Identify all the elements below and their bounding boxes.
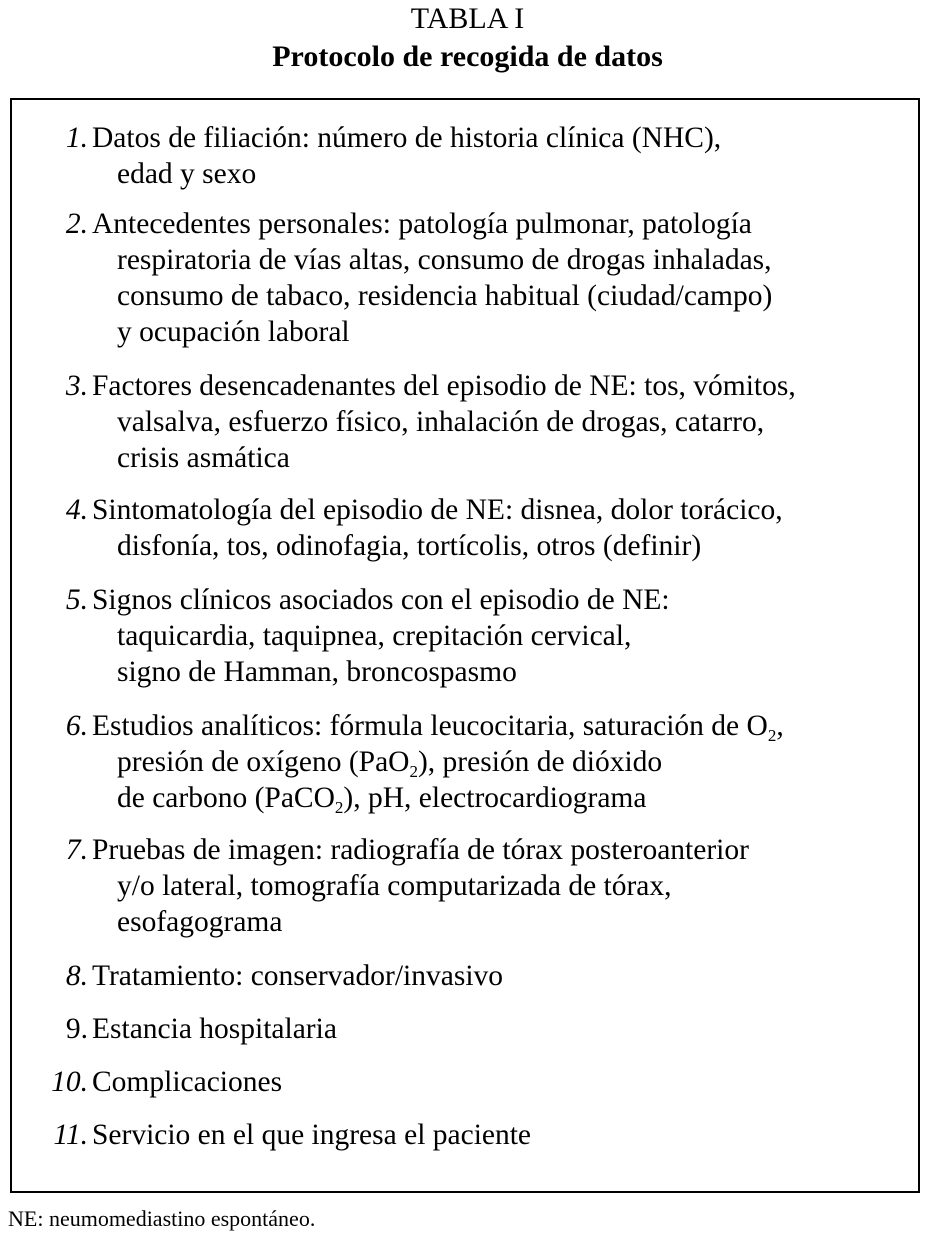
item-number: 11. [53,1119,88,1151]
item-number: 1. [65,122,88,154]
item-text: Sintomatología del episodio de NE: disnea, dolor torácico, [92,494,783,526]
list-item [12,1064,920,1100]
item-text: Pruebas de imagen: radiografía de tórax posteroanterior [92,834,749,866]
list-item [12,492,920,564]
list-item [12,120,920,192]
list-item [12,958,920,994]
item-text: Antecedentes personales: patología pulmonar, patología [92,208,752,240]
item-text: signo de Hamman, broncospasmo [117,656,517,688]
subscript: 2 [767,726,777,745]
item-text: edad y sexo [117,158,257,190]
protocol-box [10,98,920,1193]
item-text: Servicio en el que ingresa el paciente [92,1119,532,1151]
item-text: presión de oxígeno (PaO [117,746,410,778]
item-text: consumo de tabaco, residencia habitual (ciudad/campo) [117,280,773,312]
item-number: 2. [65,208,88,240]
item-text: taquicardia, taquipnea, crepitación cervical, [117,620,632,652]
item-text: y/o lateral, tomografía computarizada de tórax, [117,870,672,902]
item-text: Complicaciones [92,1066,283,1098]
item-text: Estancia hospitalaria [92,1013,337,1045]
subscript: 2 [334,798,344,817]
list-item [12,1011,920,1047]
item-number: 3. [65,370,88,402]
item-text: crisis asmática [117,442,290,474]
list-item [12,832,920,940]
list-item [12,368,920,476]
item-number: 5. [65,584,88,616]
item-text: disfonía, tos, odinofagia, tortícolis, otros (definir) [117,530,702,562]
item-text: Estudios analíticos: fórmula leucocitaria, saturación de O [92,710,768,742]
item-number: 9. [65,1013,88,1045]
list-item [12,582,920,690]
item-number: 4. [65,494,88,526]
item-text: , [776,710,784,742]
item-text: ), pH, electrocardiograma [343,782,647,814]
item-text: de carbono (PaCO [117,782,335,814]
item-number: 6. [65,710,88,742]
item-text: respiratoria de vías altas, consumo de drogas inhaladas, [117,244,772,276]
item-text: Tratamiento: conservador/invasivo [92,960,504,992]
list-item [12,708,920,816]
item-number: 7. [65,834,88,866]
item-text: Signos clínicos asociados con el episodio de NE: [92,584,670,616]
item-text: Factores desencadenantes del episodio de NE: tos, vómitos, [92,370,796,402]
item-number: 8. [65,960,88,992]
table-label: TABLA I [410,2,525,35]
subscript: 2 [409,762,418,781]
item-text: valsalva, esfuerzo físico, inhalación de drogas, catarro, [117,406,765,438]
item-text: ), presión de dióxido [417,746,663,778]
list-item [12,206,920,350]
item-text: esofagograma [117,906,283,938]
item-text: Datos de filiación: número de historia clínica (NHC), [92,122,722,154]
table-title: Protocolo de recogida de datos [272,40,663,73]
list-item [12,1117,920,1153]
item-number: 10. [51,1066,88,1098]
footnote: NE: neumomediastino espontáneo. [8,1206,316,1231]
item-text: y ocupación laboral [117,316,350,348]
